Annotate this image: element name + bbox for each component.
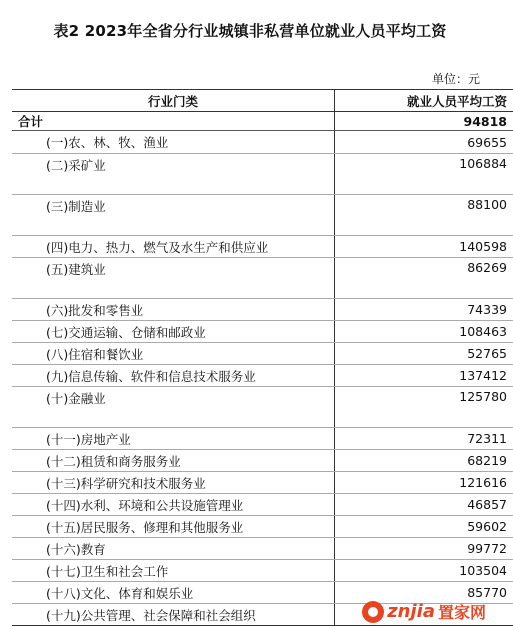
table-row [12,236,513,258]
wage-cell: 52765 [335,343,513,365]
industry-cell: (十六)教育 [12,538,335,560]
industry-cell: (十七)卫生和社会工作 [12,560,335,582]
table-row [12,560,513,582]
header-industry: 行业门类 [12,90,335,112]
industry-cell: (七)交通运输、仓储和邮政业 [12,321,335,343]
industry-cell: (二)采矿业 [12,154,335,195]
wage-cell: 72311 [335,428,513,450]
wage-cell: 103504 [335,560,513,582]
wage-cell: 137412 [335,365,513,387]
industry-cell: (一)农、林、牧、渔业 [12,131,335,154]
industry-cell: (九)信息传输、软件和信息技术服务业 [12,365,335,387]
table-row [12,321,513,343]
wage-cell: 46857 [335,494,513,516]
table-row [12,472,513,494]
table-row [12,195,513,236]
watermark-logo-icon [362,601,384,623]
table-row [12,450,513,472]
industry-cell: (十三)科学研究和技术服务业 [12,472,335,494]
industry-cell: (十一)房地产业 [12,428,335,450]
total-row [12,112,513,131]
wage-cell: 125780 [335,387,513,428]
watermark-latin: znjia [387,601,435,622]
wage-cell: 106884 [335,154,513,195]
wage-cell: 68219 [335,450,513,472]
wage-cell: 59602 [335,516,513,538]
table-row [12,343,513,365]
unit-label: 单位：元 [431,72,480,86]
watermark-cn: 置家网 [437,603,486,622]
industry-cell: (五)建筑业 [12,258,335,299]
table-row [12,299,513,321]
wage-cell: 85770 [335,582,513,604]
table-row [12,516,513,538]
wage-cell: 74339 [335,299,513,321]
industry-cell: (四)电力、热力、燃气及水生产和供应业 [12,236,335,258]
wage-cell: 108463 [335,321,513,343]
industry-cell: (十二)租赁和商务服务业 [12,450,335,472]
industry-cell: (十四)水利、环境和公共设施管理业 [12,494,335,516]
wage-cell: 99772 [335,538,513,560]
industry-cell: (六)批发和零售业 [12,299,335,321]
table-title: 表2 2023年全省分行业城镇非私营单位就业人员平均工资 [53,22,447,40]
table-row [12,365,513,387]
wage-cell: 69655 [335,131,513,154]
table-row [12,131,513,154]
wage-cell: 140598 [335,236,513,258]
header-row [12,90,513,112]
total-value: 94818 [335,112,513,131]
industry-cell: (十九)公共管理、社会保障和社会组织 [12,604,335,626]
industry-cell: (三)制造业 [12,195,335,236]
industry-cell: (十五)居民服务、修理和其他服务业 [12,516,335,538]
table-row [12,387,513,428]
industry-cell: (十)金融业 [12,387,335,428]
table-row [12,154,513,195]
total-label: 合计 [12,112,335,131]
industry-cell: (十八)文化、体育和娱乐业 [12,582,335,604]
table-row [12,494,513,516]
watermark [362,600,486,623]
industry-cell: (八)住宿和餐饮业 [12,343,335,365]
header-wage: 就业人员平均工资 [406,93,507,109]
wage-cell: 86269 [335,258,513,299]
wage-cell: 121616 [335,472,513,494]
wage-table [12,89,513,626]
table-row [12,428,513,450]
wage-cell: 88100 [335,195,513,236]
table-row [12,538,513,560]
table-row [12,258,513,299]
